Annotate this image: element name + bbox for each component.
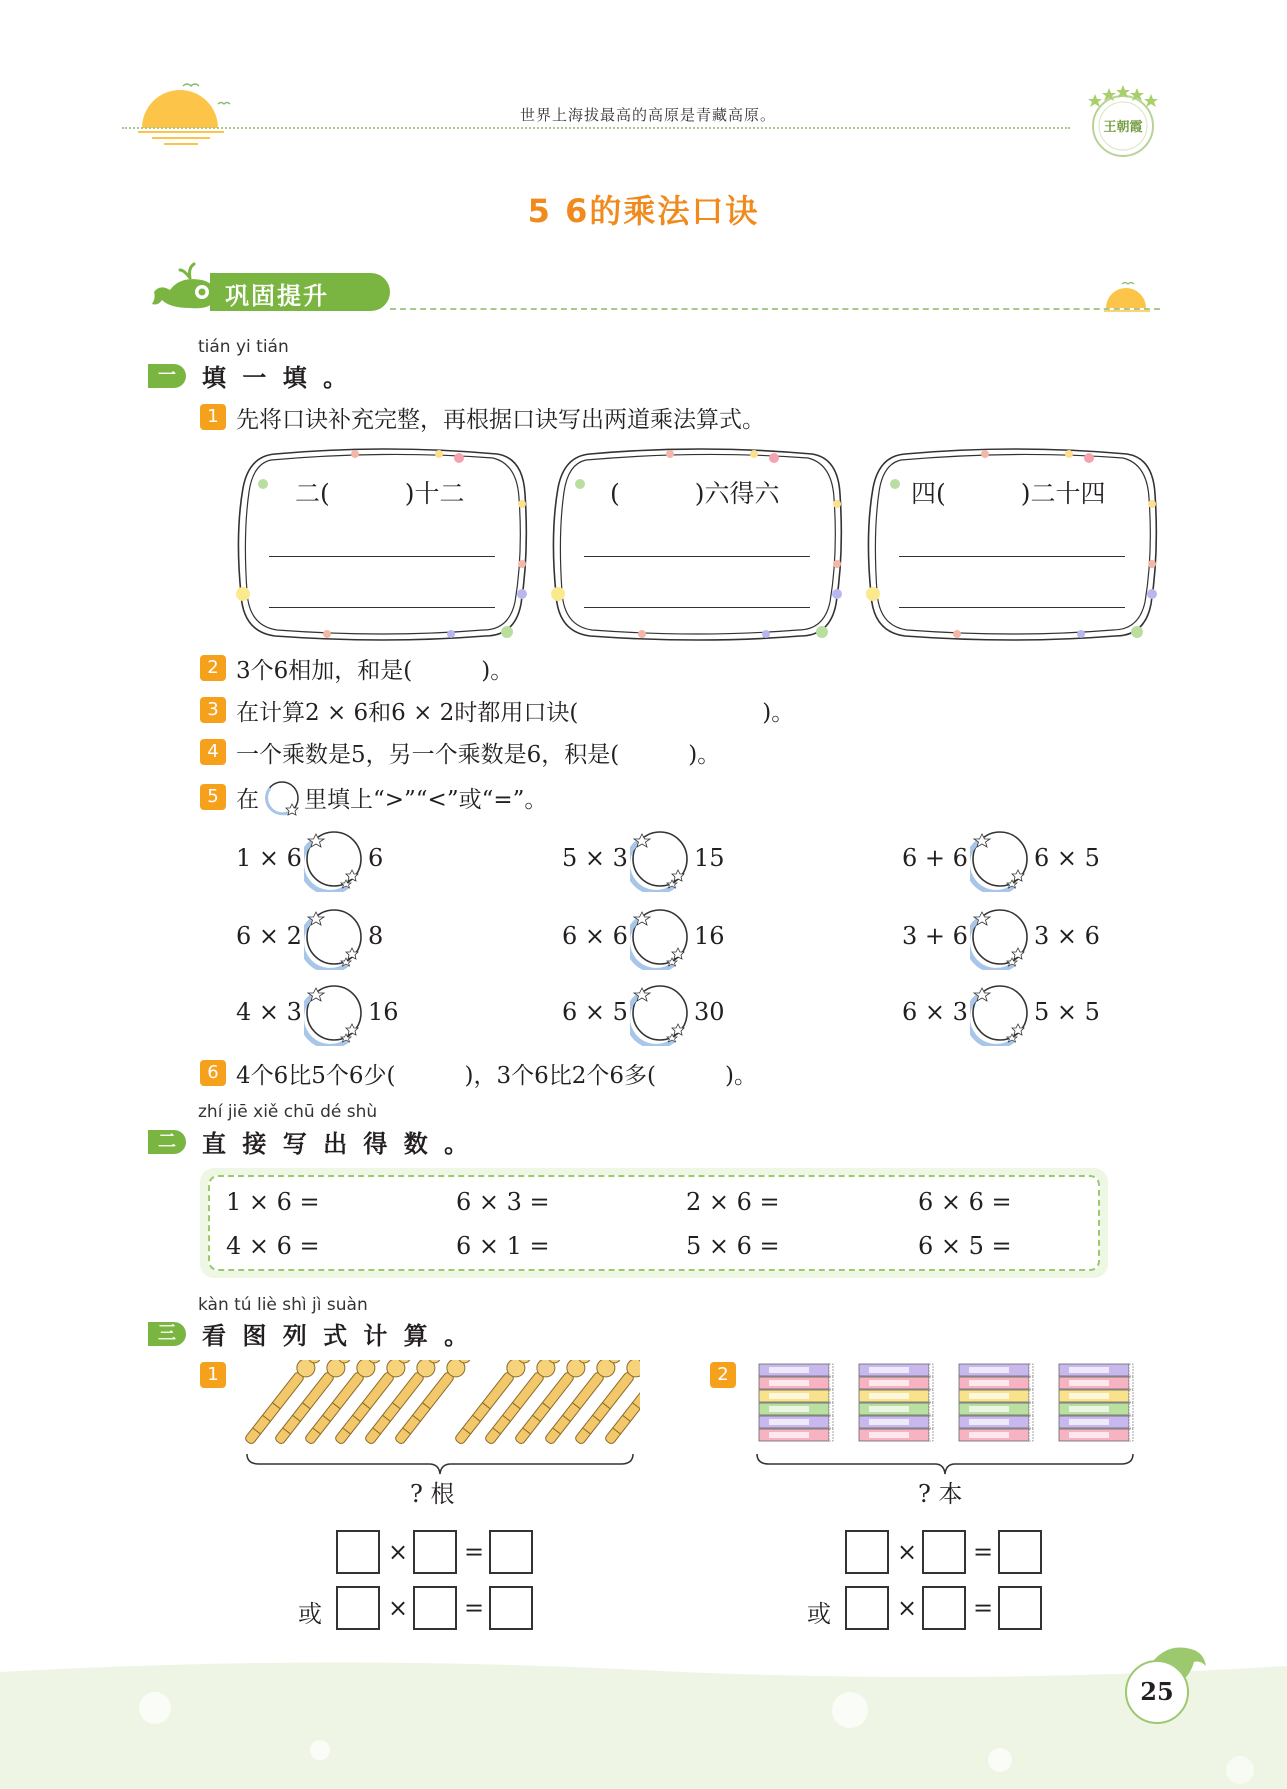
compare-right-expr: 30 bbox=[694, 998, 725, 1026]
compare-circle-blank[interactable] bbox=[630, 980, 690, 1046]
compare-left-expr: 1 × 6 bbox=[236, 844, 302, 872]
sun-small-icon bbox=[1100, 278, 1160, 314]
equals-sign: = bbox=[973, 1538, 994, 1566]
part3-number-badge: 三 bbox=[148, 1322, 186, 1346]
calc-item: 4 × 6 = bbox=[226, 1232, 320, 1260]
compare-right-expr: 6 × 5 bbox=[1034, 844, 1100, 872]
frame-2-answer-line-2[interactable] bbox=[584, 607, 810, 608]
logo-text: 王朝霞 bbox=[1103, 120, 1143, 135]
answer-box-product[interactable] bbox=[489, 1586, 533, 1630]
compare-circle-blank[interactable] bbox=[630, 904, 690, 970]
frame-3-answer-line-1[interactable] bbox=[899, 556, 1125, 557]
moon-ring-icon bbox=[630, 826, 690, 892]
q2-text: 3个6相加，和是( )。 bbox=[236, 658, 514, 684]
compare-left-expr: 6 × 3 bbox=[902, 998, 968, 1026]
q5-number-badge: 5 bbox=[200, 784, 226, 810]
equals-sign: = bbox=[464, 1594, 485, 1622]
answer-box-factor-2[interactable] bbox=[922, 1586, 966, 1630]
compare-right-expr: 16 bbox=[694, 922, 725, 950]
q1-text: 先将口诀补充完整，再根据口诀写出两道乘法算式。 bbox=[236, 407, 765, 433]
compare-right-expr: 6 bbox=[368, 844, 384, 872]
moon-ring-icon bbox=[630, 904, 690, 970]
moon-ring-icon bbox=[304, 826, 364, 892]
hulusi-pipes-picture bbox=[240, 1360, 640, 1450]
compare-right-expr: 8 bbox=[368, 922, 384, 950]
times-sign: × bbox=[388, 1594, 409, 1622]
brace-icon bbox=[245, 1452, 635, 1476]
frame-1-answer-line-2[interactable] bbox=[269, 607, 495, 608]
part2-title: 直 接 写 出 得 数 。 bbox=[202, 1129, 473, 1158]
moon-ring-icon bbox=[304, 980, 364, 1046]
calc-item: 6 × 3 = bbox=[456, 1188, 550, 1216]
p3-q2-caption: ? 本 bbox=[918, 1480, 963, 1508]
rhyme-frame-3 bbox=[865, 444, 1159, 644]
equals-sign: = bbox=[464, 1538, 485, 1566]
times-sign: × bbox=[897, 1594, 918, 1622]
q5-text-before: 在 bbox=[236, 787, 259, 813]
or-label: 或 bbox=[298, 1600, 322, 1628]
book-stack-icon bbox=[1059, 1364, 1133, 1441]
compare-right-expr: 16 bbox=[368, 998, 399, 1026]
compare-circle-blank[interactable] bbox=[304, 904, 364, 970]
or-label: 或 bbox=[807, 1600, 831, 1628]
compare-left-expr: 5 × 3 bbox=[562, 844, 628, 872]
q6-text: 4个6比5个6少( )，3个6比2个6多( )。 bbox=[236, 1063, 757, 1089]
compare-left-expr: 6 × 2 bbox=[236, 922, 302, 950]
calc-item: 2 × 6 = bbox=[686, 1188, 780, 1216]
compare-left-expr: 6 × 6 bbox=[562, 922, 628, 950]
book-stack-icon bbox=[959, 1364, 1033, 1441]
rhyme-frame-2 bbox=[550, 444, 844, 644]
answer-box-product[interactable] bbox=[489, 1530, 533, 1574]
answer-box-factor-1[interactable] bbox=[336, 1530, 380, 1574]
moon-ring-icon bbox=[970, 826, 1030, 892]
answer-box-factor-1[interactable] bbox=[336, 1586, 380, 1630]
page-title: 5 6的乘法口诀 bbox=[527, 192, 760, 230]
moon-ring-icon bbox=[304, 904, 364, 970]
answer-box-product[interactable] bbox=[998, 1530, 1042, 1574]
compare-circle-blank[interactable] bbox=[304, 980, 364, 1046]
calc-item: 1 × 6 = bbox=[226, 1188, 320, 1216]
moon-circle-icon bbox=[262, 778, 302, 818]
q1-number-badge: 1 bbox=[200, 404, 226, 430]
part1-title: 填 一 填 。 bbox=[202, 363, 352, 392]
compare-left-expr: 4 × 3 bbox=[236, 998, 302, 1026]
part1-pinyin: tián yi tián bbox=[198, 337, 289, 357]
equals-sign: = bbox=[973, 1594, 994, 1622]
book-stacks-picture bbox=[755, 1356, 1145, 1452]
p3-q2-number-badge: 2 bbox=[710, 1362, 736, 1388]
frame-3-rhyme: 四( )二十四 bbox=[911, 479, 1106, 508]
book-stack-icon bbox=[859, 1364, 933, 1441]
compare-left-expr: 3 + 6 bbox=[902, 922, 968, 950]
banner-divider bbox=[390, 308, 1160, 310]
part1-number-badge: 一 bbox=[148, 364, 186, 388]
answer-box-factor-2[interactable] bbox=[922, 1530, 966, 1574]
q4-number-badge: 4 bbox=[200, 739, 226, 765]
header-divider bbox=[122, 127, 1070, 129]
running-header: 世界上海拔最高的高原是青藏高原。 bbox=[520, 106, 777, 124]
q4-text: 一个乘数是5，另一个乘数是6，积是( )。 bbox=[236, 742, 721, 768]
frame-1-rhyme: 二( )十二 bbox=[295, 479, 465, 508]
compare-left-expr: 6 × 5 bbox=[562, 998, 628, 1026]
footer-wave-background bbox=[0, 1660, 1287, 1789]
sun-logo-icon bbox=[128, 74, 248, 154]
q3-number-badge: 3 bbox=[200, 697, 226, 723]
part2-pinyin: zhí jiē xiě chū dé shù bbox=[198, 1102, 378, 1122]
answer-box-factor-2[interactable] bbox=[413, 1586, 457, 1630]
compare-circle-blank[interactable] bbox=[630, 826, 690, 892]
part2-number-badge: 二 bbox=[148, 1130, 186, 1154]
times-sign: × bbox=[897, 1538, 918, 1566]
section-banner-label: 巩固提升 bbox=[225, 282, 329, 310]
compare-circle-blank[interactable] bbox=[970, 826, 1030, 892]
moon-ring-icon bbox=[970, 980, 1030, 1046]
answer-box-factor-1[interactable] bbox=[845, 1530, 889, 1574]
answer-box-factor-2[interactable] bbox=[413, 1530, 457, 1574]
calc-item: 6 × 5 = bbox=[918, 1232, 1012, 1260]
calc-item: 6 × 1 = bbox=[456, 1232, 550, 1260]
frame-2-rhyme: ( )六得六 bbox=[610, 479, 780, 508]
compare-circle-blank[interactable] bbox=[970, 980, 1030, 1046]
q2-number-badge: 2 bbox=[200, 655, 226, 681]
calc-item: 5 × 6 = bbox=[686, 1232, 780, 1260]
compare-left-expr: 6 + 6 bbox=[902, 844, 968, 872]
p3-q1-number-badge: 1 bbox=[200, 1362, 226, 1388]
answer-box-product[interactable] bbox=[998, 1586, 1042, 1630]
frame-3-answer-line-2[interactable] bbox=[899, 607, 1125, 608]
part3-title: 看 图 列 式 计 算 。 bbox=[202, 1321, 473, 1350]
compare-circle-blank[interactable] bbox=[970, 904, 1030, 970]
q3-text: 在计算2 × 6和6 × 2时都用口诀( )。 bbox=[236, 700, 795, 726]
moon-ring-icon bbox=[630, 980, 690, 1046]
publisher-logo bbox=[1080, 80, 1166, 160]
frame-1-answer-line-1[interactable] bbox=[269, 556, 495, 557]
q5-text-after: 里填上“>”“<”或“=”。 bbox=[304, 787, 548, 813]
brace-icon bbox=[755, 1452, 1135, 1476]
compare-right-expr: 3 × 6 bbox=[1034, 922, 1100, 950]
compare-circle-blank[interactable] bbox=[304, 826, 364, 892]
frame-2-answer-line-1[interactable] bbox=[584, 556, 810, 557]
compare-right-expr: 5 × 5 bbox=[1034, 998, 1100, 1026]
moon-ring-icon bbox=[970, 904, 1030, 970]
answer-box-factor-1[interactable] bbox=[845, 1586, 889, 1630]
p3-q1-caption: ? 根 bbox=[410, 1480, 455, 1508]
compare-right-expr: 15 bbox=[694, 844, 725, 872]
part3-pinyin: kàn tú liè shì jì suàn bbox=[198, 1295, 368, 1315]
page-number: 25 bbox=[1125, 1660, 1189, 1724]
times-sign: × bbox=[388, 1538, 409, 1566]
rhyme-frame-1 bbox=[235, 444, 529, 644]
book-stack-icon bbox=[759, 1364, 833, 1441]
calc-item: 6 × 6 = bbox=[918, 1188, 1012, 1216]
q6-number-badge: 6 bbox=[200, 1060, 226, 1086]
